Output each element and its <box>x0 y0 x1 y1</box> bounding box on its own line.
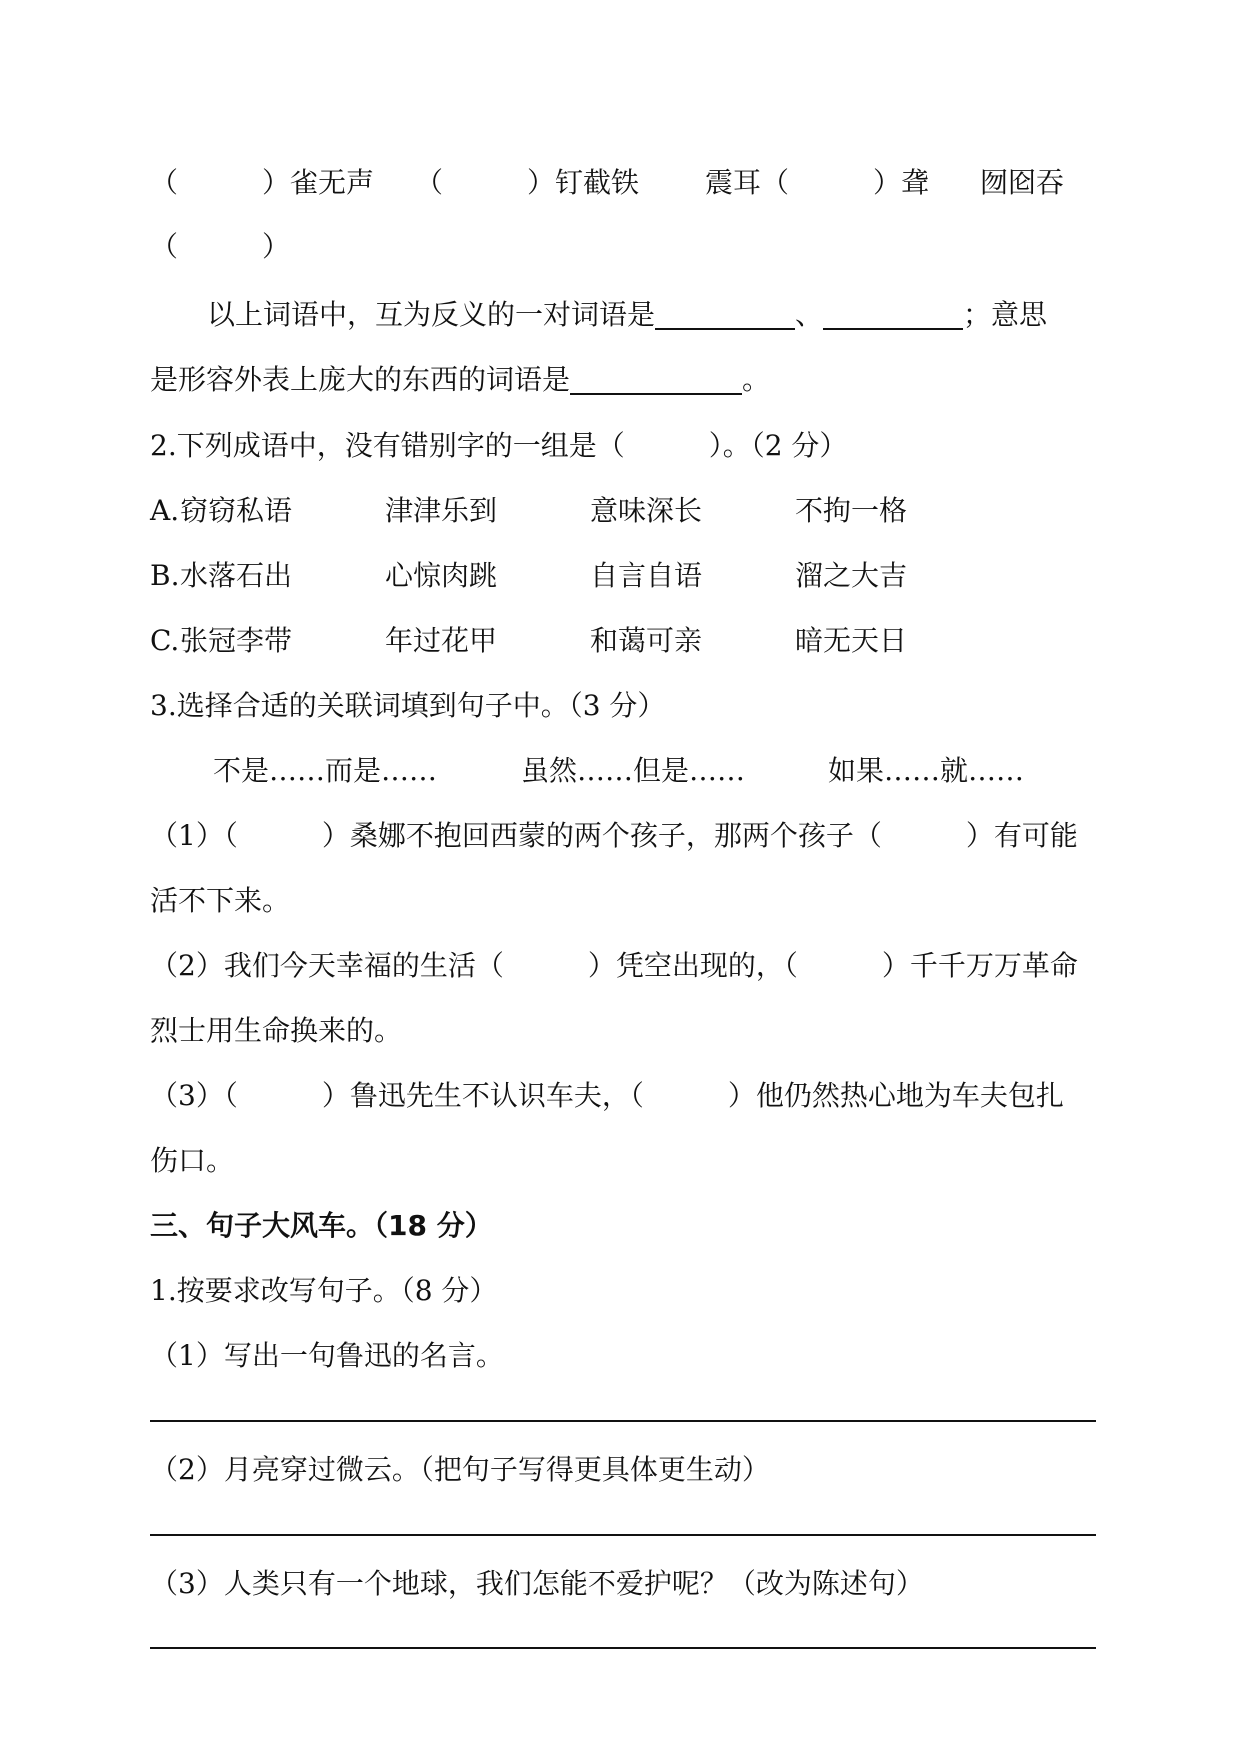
conjunction-choice-1: 不是……而是…… <box>213 754 438 787</box>
option-item: 津津乐到 <box>385 494 498 527</box>
answer-line-1[interactable] <box>150 1420 1096 1422</box>
period: 。 <box>742 363 771 396</box>
antonym-fill-line <box>207 297 1047 333</box>
q3-title: 3.选择合适的关联词填到句子中。（3 分） <box>150 689 666 722</box>
answer-blank-2[interactable] <box>823 300 963 330</box>
q3-sentence-1-line-2: 活不下来。 <box>150 884 291 917</box>
rewrite-item-1: （1）写出一句鲁迅的名言。 <box>150 1339 504 1372</box>
rewrite-item-3: （3）人类只有一个地球，我们怎能不爱护呢？（改为陈述句） <box>150 1567 924 1600</box>
section-3-heading: 三、句子大风车。（18 分） <box>150 1209 493 1242</box>
answer-blank-3[interactable] <box>570 365 742 395</box>
q2-title: 2.下列成语中，没有错别字的一组是（ ）。（2 分） <box>150 429 848 462</box>
q2-option-a[interactable] <box>150 493 1100 529</box>
q3-sentence-2-line-2: 烈士用生命换来的。 <box>150 1014 403 1047</box>
option-item: 不拘一格 <box>795 494 908 527</box>
q3-sentence-3-line-2: 伤口。 <box>150 1144 235 1177</box>
separator: 、 <box>795 298 824 331</box>
option-label: C. <box>150 624 180 657</box>
idiom-3: 震耳（ ）聋 <box>705 166 930 199</box>
conjunction-choices <box>213 753 1093 789</box>
answer-blank-1[interactable] <box>655 300 795 330</box>
option-item: 张冠李带 <box>180 624 293 657</box>
meaning-prompt-start: ；意思 <box>963 298 1048 331</box>
rewrite-item-2: （2）月亮穿过微云。（把句子写得更具体更生动） <box>150 1453 770 1486</box>
idiom-4: 囫囵吞 <box>980 166 1065 199</box>
option-item: 和蔼可亲 <box>590 624 703 657</box>
q3-sentence-3-line-1: （3）（ ）鲁迅先生不认识车夫，（ ）他仍然热心地为车夫包扎 <box>150 1079 1064 1112</box>
conjunction-choice-2: 虽然……但是…… <box>521 754 746 787</box>
antonym-prompt: 以上词语中，互为反义的一对词语是 <box>207 298 656 331</box>
q3-sentence-2-line-1: （2）我们今天幸福的生活（ ）凭空出现的，（ ）千千万万革命 <box>150 949 1078 982</box>
option-item: 心惊肉跳 <box>385 559 498 592</box>
idiom-4-continuation: （ ） <box>150 230 291 263</box>
section-3-q1-title: 1.按要求改写句子。（8 分） <box>150 1274 498 1307</box>
option-item: 暗无天日 <box>795 624 908 657</box>
option-item: 意味深长 <box>590 494 703 527</box>
q3-sentence-1-line-1: （1）（ ）桑娜不抱回西蒙的两个孩子，那两个孩子（ ）有可能 <box>150 819 1078 852</box>
option-item: 自言自语 <box>590 559 703 592</box>
option-item: 窃窃私语 <box>180 494 293 527</box>
answer-line-3[interactable] <box>150 1647 1096 1649</box>
option-label: A. <box>150 494 180 527</box>
conjunction-choice-3: 如果……就…… <box>828 754 1025 787</box>
idiom-2: （ ）钉截铁 <box>415 166 640 199</box>
q2-option-c[interactable] <box>150 623 1100 659</box>
answer-line-2[interactable] <box>150 1534 1096 1536</box>
idiom-row <box>150 165 1100 201</box>
option-item: 年过花甲 <box>385 624 498 657</box>
option-item: 溜之大吉 <box>795 559 908 592</box>
option-item: 水落石出 <box>180 559 293 592</box>
idiom-1: （ ）雀无声 <box>150 166 375 199</box>
meaning-prompt: 是形容外表上庞大的东西的词语是 <box>150 363 571 396</box>
q2-option-b[interactable] <box>150 558 1100 594</box>
meaning-fill-line <box>150 362 770 398</box>
option-label: B. <box>150 559 180 592</box>
